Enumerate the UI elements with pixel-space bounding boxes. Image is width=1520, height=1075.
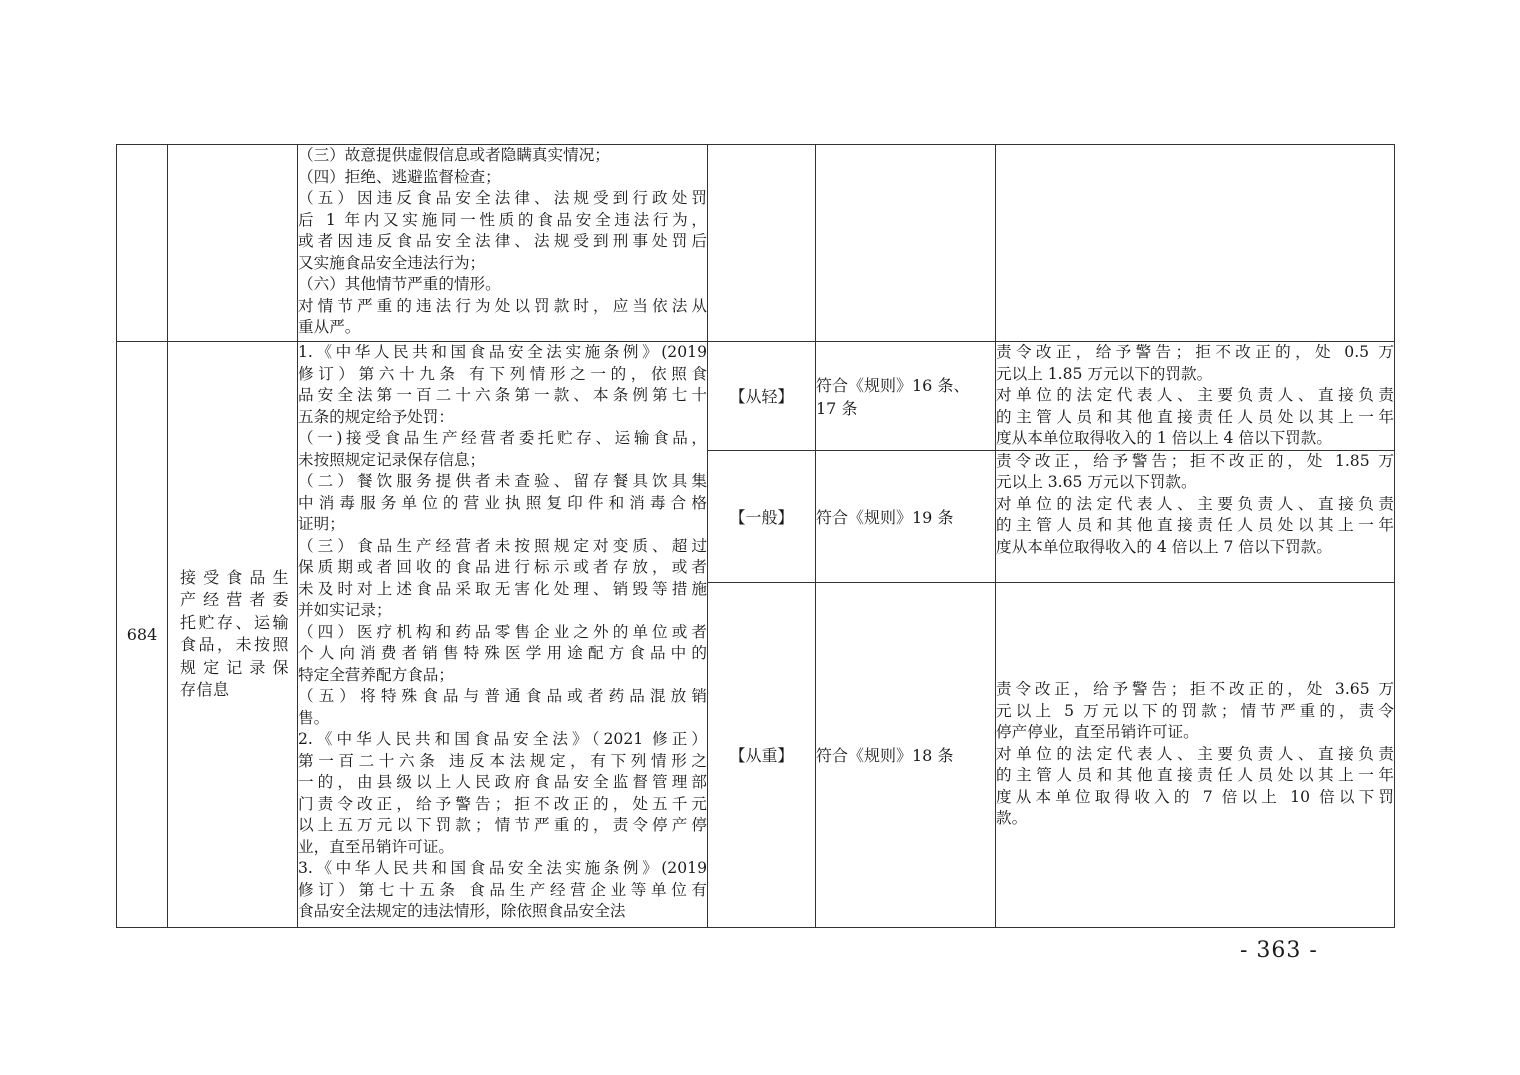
legal-basis-cell (298, 145, 708, 342)
text-line: 未按照规定记录保存信息； (298, 450, 486, 469)
number-cell (117, 145, 168, 342)
legal-basis-cell (298, 342, 708, 928)
text-line: 证明； (298, 515, 345, 533)
text-line: 对单位的法定代表人、主要负责人、直接负责 (996, 386, 1394, 404)
table-row-continued (117, 145, 1395, 342)
text-line: 门责令改正，给予警告；拒不改正的，处五千元 (298, 794, 707, 813)
text-line: 度从本单位取得收入的 4 倍以上 7 倍以下罚款。 (996, 537, 1332, 556)
penalty-table (116, 144, 1395, 928)
text-line: 修订）第六十九条 有下列情形之一的，依照食 (298, 364, 707, 383)
text-line: 或者因违反食品安全法律、法规受到刑事处罚后 (298, 232, 707, 250)
text-line: 托贮存、运输 (180, 612, 289, 632)
level-general: 【一般】 (708, 450, 816, 582)
text-line: 规定记录保 (180, 657, 289, 677)
text-line: 接受食品生 (180, 567, 289, 587)
text-line: 款。 (996, 809, 1028, 828)
legal-basis-text (298, 342, 707, 923)
condition-heavy (816, 582, 996, 927)
text-line: 重从严。 (298, 318, 361, 336)
standard-general (996, 450, 1395, 582)
text-line: 并如实记录； (298, 601, 392, 619)
standard-heavy (996, 582, 1395, 927)
text-line: 的主管人员和其他直接责任人员处以其上一年 (996, 766, 1394, 785)
text-line: 又实施食品安全违法行为； (298, 253, 486, 272)
text-line: 度从本单位取得收入的 1 倍以上 4 倍以下罚款。 (996, 429, 1332, 447)
standard-light (996, 342, 1395, 451)
text-line: 元以上 5 万元以下的罚款；情节严重的，责令 (996, 701, 1394, 720)
text-line: 保质期或者回收的食品进行标示或者存放，或者 (298, 558, 707, 576)
level-cell (708, 145, 816, 342)
condition-light (816, 342, 996, 451)
condition-general (816, 450, 996, 582)
text-line: 业，直至吊销许可证。 (298, 837, 454, 856)
text-line: 3.《中华人民共和国食品安全法实施条例》(2019 (298, 859, 707, 877)
text-line: 停产停业，直至吊销许可证。 (996, 723, 1199, 742)
text-line: 度从本单位取得收入的 7 倍以上 10 倍以下罚 (996, 787, 1394, 806)
text-line: （三）故意提供虚假信息或者隐瞒真实情况； (298, 146, 610, 164)
text-line: 符合《规则》18 条 (816, 746, 954, 765)
text-line: 第一百二十六条 违反本法规定，有下列情形之 (298, 751, 707, 770)
level-heavy: 【从重】 (708, 582, 816, 927)
text-line: （一)接受食品生产经营者委托贮存、运输食品， (298, 429, 707, 447)
text-line: 符合《规则》19 条 (816, 507, 954, 527)
text-line: 个人向消费者销售特殊医学用途配方食品中的 (298, 644, 707, 662)
level-light: 【从轻】 (708, 342, 816, 451)
legal-basis-text (298, 145, 707, 339)
text-line: 以上五万元以下罚款；情节严重的，责令停产停 (298, 816, 707, 834)
text-line: （三）食品生产经营者未按照规定对变质、超过 (298, 536, 707, 555)
text-line: 品安全法第一百二十六条第一款、本条例第七十 (298, 386, 707, 404)
text-line: 责令改正，给予警告；拒不改正的，处 0.5 万 (996, 343, 1394, 361)
row-number: 684 (117, 342, 168, 928)
text-line: 的主管人员和其他直接责任人员处以其上一年 (996, 516, 1394, 534)
text-line: 产经营者委 (180, 590, 289, 610)
text-line: 的主管人员和其他直接责任人员处以其上一年 (996, 407, 1394, 426)
text-line: 存信息 (180, 680, 230, 700)
text-line: （四）拒绝、逃避监督检查； (298, 167, 501, 186)
table-row (117, 342, 1395, 451)
text-line: 食品，未按照 (180, 635, 289, 655)
standard-cell (996, 145, 1395, 342)
text-line: 修订）第七十五条 食品生产经营企业等单位有 (298, 880, 707, 899)
text-line: 售。 (298, 708, 330, 727)
text-line: 1.《中华人民共和国食品安全法实施条例》(2019 (298, 343, 707, 361)
text-line: 食品安全法规定的违法情形，除依照食品安全法 (298, 902, 626, 920)
text-line: （五）因违反食品安全法律、法规受到行政处罚 (298, 189, 707, 207)
text-line: 后 1 年内又实施同一性质的食品安全违法行为， (298, 210, 707, 229)
text-line: （五）将特殊食品与普通食品或者药品混放销 (298, 687, 707, 705)
violation-title (168, 342, 298, 928)
text-line: 对单位的法定代表人、主要负责人、直接负责 (996, 494, 1394, 513)
text-line: （四）医疗机构和药品零售企业之外的单位或者 (298, 622, 707, 641)
page-number: - 363 - (1240, 938, 1318, 963)
title-cell (168, 145, 298, 342)
text-line: （六）其他情节严重的情形。 (298, 275, 501, 293)
text-line: 五条的规定给予处罚： (298, 407, 454, 426)
text-line: 特定全营养配方食品； (298, 665, 454, 684)
text-line: 责令改正，给予警告；拒不改正的，处 3.65 万 (996, 680, 1394, 699)
text-line: 一的，由县级以上人民政府食品安全监督管理部 (298, 773, 707, 791)
text-line: 元以上 1.85 万元以下的罚款。 (996, 364, 1213, 383)
text-line: 2.《中华人民共和国食品安全法》（2021 修正） (298, 730, 707, 748)
text-line: 对单位的法定代表人、主要负责人、直接负责 (996, 744, 1394, 763)
text-line: 中消毒服务单位的营业执照复印件和消毒合格 (298, 493, 707, 512)
text-line: 对情节严重的违法行为处以罚款时，应当依法从 (298, 296, 707, 315)
text-line: 17 条 (816, 398, 858, 418)
text-line: （二）餐饮服务提供者未查验、留存餐具饮具集 (298, 472, 707, 490)
text-line: 符合《规则》16 条、 (816, 375, 970, 395)
text-line: 元以上 3.65 万元以下罚款。 (996, 473, 1197, 491)
condition-cell (816, 145, 996, 342)
text-line: 责令改正，给予警告；拒不改正的，处 1.85 万 (996, 451, 1394, 470)
text-line: 未及时对上述食品采取无害化处理、销毁等措施 (298, 579, 707, 598)
